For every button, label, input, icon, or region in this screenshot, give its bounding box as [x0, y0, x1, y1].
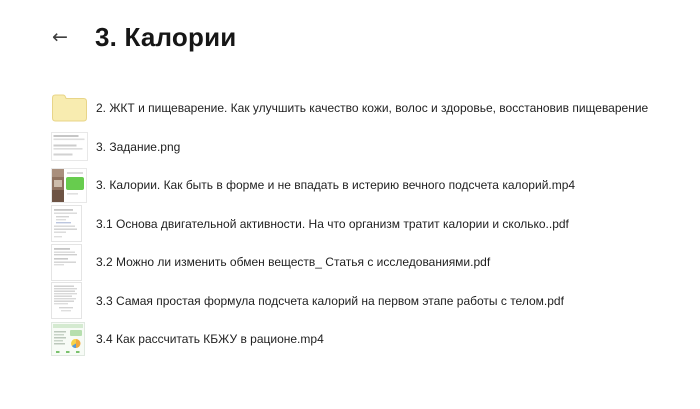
- file-name: 3.1 Основа двигательной активности. На что организм тратит калории и сколько..pdf: [96, 216, 569, 231]
- pdf-thumbnail-icon: [51, 205, 89, 243]
- image-thumbnail-icon: [51, 128, 89, 166]
- file-row-pdf[interactable]: [51, 205, 700, 244]
- pdf-thumbnail-icon: [51, 243, 89, 281]
- file-row-video[interactable]: [51, 166, 700, 205]
- file-name: 3.3 Самая простая формула подсчета калорий на первом этапе работы с телом.pdf: [96, 293, 564, 308]
- page-title: 3. Калории: [95, 22, 237, 52]
- back-button[interactable]: [52, 25, 72, 49]
- pdf-thumbnail-icon: [51, 282, 89, 320]
- file-name: 3. Задание.png: [96, 139, 181, 154]
- file-name: 2. ЖКТ и пищеварение. Как улучшить качество кожи, волос и здоровье, восстановив пищеварение: [96, 101, 649, 116]
- file-name: 3. Калории. Как быть в форме и не впадать в истерию вечного подсчета калорий.mp4: [96, 178, 576, 193]
- file-row-video[interactable]: [51, 320, 700, 359]
- video-thumbnail-icon: [51, 320, 89, 358]
- file-row-pdf[interactable]: [51, 282, 700, 321]
- file-row-folder[interactable]: [51, 89, 700, 128]
- file-name: 3.2 Можно ли изменить обмен веществ_ Статья с исследованиями.pdf: [96, 255, 491, 270]
- header: [0, 0, 700, 54]
- file-row-pdf[interactable]: [51, 243, 700, 282]
- folder-icon: [51, 89, 89, 127]
- file-row-image[interactable]: [51, 128, 700, 167]
- video-thumbnail-icon: [51, 166, 89, 204]
- file-list: [51, 89, 700, 359]
- file-name: 3.4 Как рассчитать КБЖУ в рационе.mp4: [96, 332, 324, 347]
- back-arrow-icon: ←: [52, 26, 68, 48]
